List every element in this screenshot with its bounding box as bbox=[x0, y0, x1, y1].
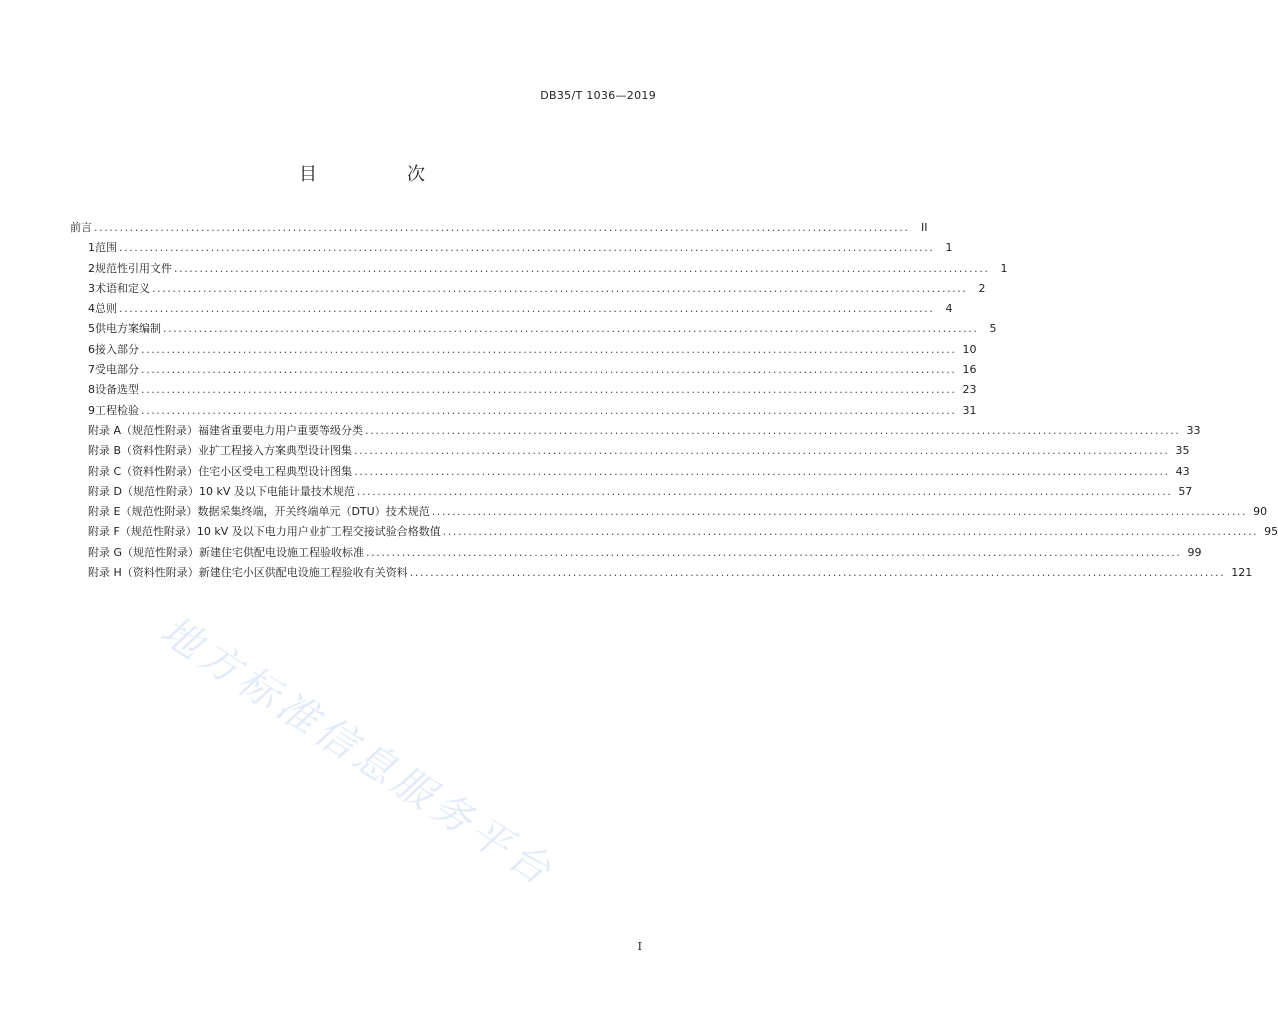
toc-appendix-entry[interactable] bbox=[88, 543, 1202, 563]
appendix-prefix: 附录 B（资料性附录） bbox=[88, 444, 199, 458]
appendix-prefix: 附录 G（规范性附录） bbox=[88, 545, 200, 559]
toc-entry-number: 4 bbox=[88, 302, 95, 316]
toc-entry-number: 6 bbox=[88, 342, 95, 356]
appendix-page: 57 bbox=[1178, 484, 1193, 498]
appendix-page: 43 bbox=[1175, 464, 1190, 478]
toc-entry[interactable] bbox=[88, 340, 977, 360]
toc-leader-dots bbox=[152, 279, 967, 299]
toc-appendix-entry[interactable] bbox=[88, 502, 1268, 522]
appendix-label: 业扩工程接入方案典型设计图集 bbox=[198, 444, 353, 458]
toc-entry-label: 受电部分 bbox=[95, 363, 139, 377]
toc-appendix-entry[interactable] bbox=[88, 522, 1278, 542]
appendix-label: 福建省重要电力用户重要等级分类 bbox=[198, 423, 364, 437]
toc-leader-dots bbox=[141, 380, 956, 400]
toc-entry-number: 5 bbox=[88, 322, 95, 336]
toc-entry[interactable] bbox=[88, 238, 953, 258]
toc-entry[interactable] bbox=[88, 299, 953, 319]
toc-leader-dots bbox=[410, 563, 1225, 583]
toc-entry[interactable] bbox=[88, 360, 977, 380]
appendix-prefix: 附录 E（规范性附录） bbox=[88, 505, 198, 519]
page-number: I bbox=[637, 940, 642, 953]
appendix-page: 33 bbox=[1186, 423, 1201, 437]
toc-entry-page: 10 bbox=[962, 342, 977, 356]
toc-entry-number: 8 bbox=[88, 383, 95, 397]
toc-leader-dots bbox=[174, 259, 989, 279]
toc-leader-dots bbox=[432, 502, 1247, 522]
toc-entry[interactable] bbox=[88, 259, 1008, 279]
appendix-page: 35 bbox=[1175, 444, 1190, 458]
toc-entry[interactable] bbox=[88, 401, 977, 421]
toc-appendix-entry[interactable] bbox=[88, 563, 1253, 583]
toc-leader-dots bbox=[365, 421, 1180, 441]
toc-entry-number: 2 bbox=[88, 261, 95, 275]
toc-entry-label: 范围 bbox=[95, 241, 117, 255]
toc-appendix-entry[interactable] bbox=[88, 421, 1201, 441]
toc-appendix-entry[interactable] bbox=[88, 462, 1190, 482]
table-of-contents bbox=[70, 218, 1278, 583]
toc-entry[interactable] bbox=[88, 319, 997, 339]
toc-leader-dots bbox=[119, 299, 934, 319]
toc-leader-dots bbox=[163, 319, 978, 339]
toc-entry-number: 1 bbox=[88, 241, 95, 255]
toc-entry-page: 4 bbox=[945, 302, 953, 316]
toc-entry-page: 1 bbox=[1000, 261, 1008, 275]
toc-entry-label: 供电方案编制 bbox=[95, 322, 161, 336]
appendix-prefix: 附录 A（规范性附录） bbox=[88, 423, 199, 437]
appendix-label: 10 kV 及以下电力用户业扩工程交接试验合格数值 bbox=[196, 525, 441, 539]
toc-entry-label: 工程检验 bbox=[95, 403, 139, 417]
appendix-prefix: 附录 C（资料性附录） bbox=[88, 464, 199, 478]
toc-leader-dots bbox=[141, 401, 956, 421]
appendix-page: 121 bbox=[1231, 566, 1253, 580]
toc-entry-page: 31 bbox=[962, 403, 977, 417]
toc-entry-page: 2 bbox=[978, 281, 986, 295]
toc-leader-dots bbox=[357, 482, 1172, 502]
toc-entry-label: 总则 bbox=[95, 302, 117, 316]
toc-entry-number: 3 bbox=[88, 281, 95, 295]
appendix-page: 99 bbox=[1187, 545, 1202, 559]
toc-appendix-entry[interactable] bbox=[88, 441, 1190, 461]
toc-entry[interactable] bbox=[88, 279, 986, 299]
toc-title: 目 次 bbox=[299, 164, 461, 185]
toc-leader-dots bbox=[354, 441, 1169, 461]
toc-entry[interactable] bbox=[70, 218, 928, 238]
toc-entry-number: 9 bbox=[88, 403, 95, 417]
toc-appendix-entry[interactable] bbox=[88, 482, 1193, 502]
toc-entry-page: II bbox=[920, 221, 928, 234]
toc-leader-dots bbox=[366, 543, 1181, 563]
toc-entry-label: 规范性引用文件 bbox=[95, 261, 172, 275]
toc-entry-label: 前言 bbox=[70, 221, 92, 234]
appendix-label: 10 kV 及以下电能计量技术规范 bbox=[198, 484, 355, 498]
toc-leader-dots bbox=[354, 462, 1169, 482]
appendix-label: 住宅小区受电工程典型设计图集 bbox=[198, 464, 353, 478]
toc-entry-label: 设备选型 bbox=[95, 383, 139, 397]
appendix-prefix: 附录 D（规范性附录） bbox=[88, 484, 199, 498]
toc-entry-page: 1 bbox=[945, 241, 953, 255]
toc-entry[interactable] bbox=[88, 380, 977, 400]
appendix-label: 新建住宅供配电设施工程验收标准 bbox=[199, 545, 365, 559]
toc-entry-label: 术语和定义 bbox=[95, 281, 150, 295]
document-code: DB35/T 1036—2019 bbox=[540, 89, 656, 102]
appendix-label: 数据采集终端，开关终端单元（DTU）技术规范 bbox=[197, 505, 430, 519]
watermark-text: 地方标准信息服务平台 bbox=[152, 607, 563, 897]
toc-leader-dots bbox=[141, 360, 956, 380]
appendix-prefix: 附录 H（资料性附录） bbox=[88, 566, 199, 580]
toc-leader-dots bbox=[443, 522, 1258, 542]
toc-leader-dots bbox=[119, 238, 934, 258]
appendix-label: 新建住宅小区供配电设施工程验收有关资料 bbox=[198, 566, 408, 580]
toc-leader-dots bbox=[141, 340, 956, 360]
appendix-prefix: 附录 F（规范性附录） bbox=[88, 525, 197, 539]
appendix-page: 90 bbox=[1253, 505, 1268, 519]
toc-leader-dots bbox=[94, 218, 909, 238]
toc-entry-label: 接入部分 bbox=[95, 342, 139, 356]
toc-entry-page: 23 bbox=[962, 383, 977, 397]
appendix-page: 95 bbox=[1264, 525, 1278, 539]
toc-entry-page: 5 bbox=[989, 322, 997, 336]
toc-entry-page: 16 bbox=[962, 363, 977, 377]
toc-entry-number: 7 bbox=[88, 363, 95, 377]
